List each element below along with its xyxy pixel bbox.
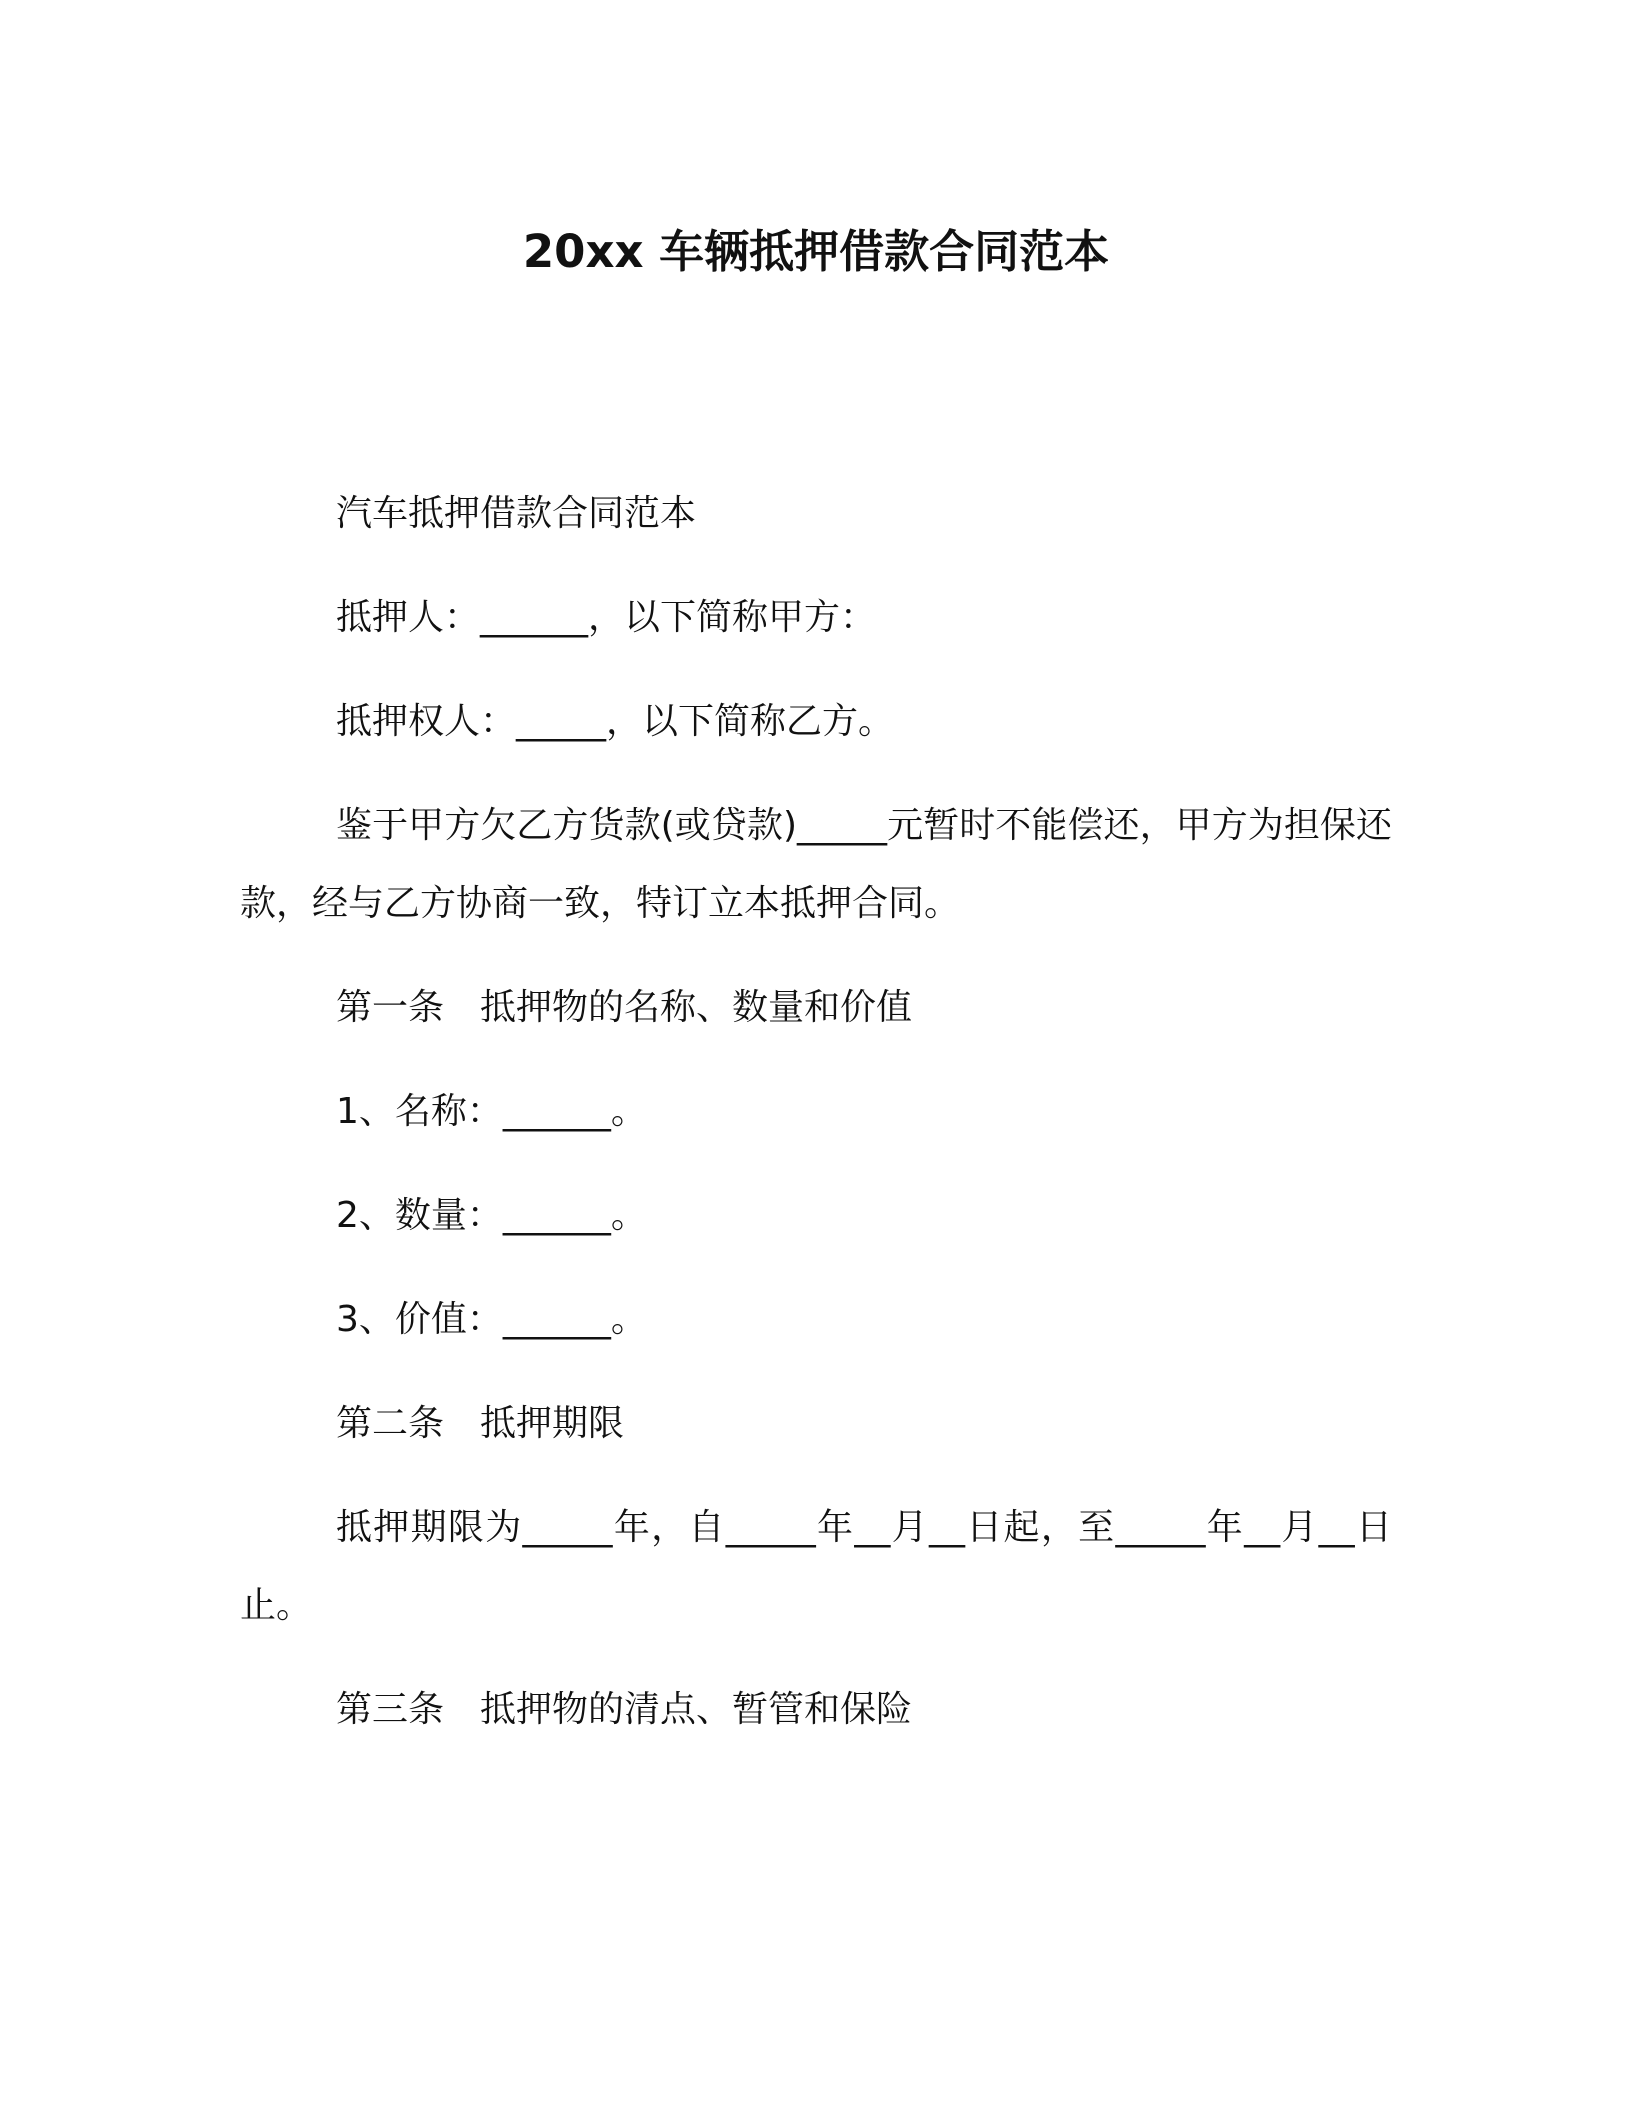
- contract-subtitle: 汽车抵押借款合同范本: [336, 493, 697, 534]
- document-title: 20xx 车辆抵押借款合同范本: [522, 225, 1110, 278]
- article-1-item-quantity: 2、数量：______。: [336, 1195, 647, 1236]
- preamble-paragraph: 鉴于甲方欠乙方货款(或贷款)_____元暂时不能偿还，甲方为担保还款，经与乙方协商一致，特订立本抵押合同。: [240, 805, 1392, 924]
- article-3-heading: 第三条 抵押物的清点、暂管和保险: [336, 1689, 913, 1730]
- article-1-item-value: 3、价值：______。: [336, 1299, 647, 1340]
- document-body: [240, 488, 1392, 1788]
- article-2-heading: 第二条 抵押期限: [336, 1403, 625, 1444]
- article-1-item-name: 1、名称：______。: [336, 1091, 647, 1132]
- article-2-term-paragraph: 抵押期限为_____年，自_____年__月__日起，至_____年__月__日止。: [240, 1507, 1392, 1626]
- article-1-heading: 第一条 抵押物的名称、数量和价值: [336, 987, 913, 1028]
- mortgagor-line: 抵押人：______，以下简称甲方：: [336, 597, 877, 638]
- mortgagee-line: 抵押权人：_____，以下简称乙方。: [336, 701, 895, 742]
